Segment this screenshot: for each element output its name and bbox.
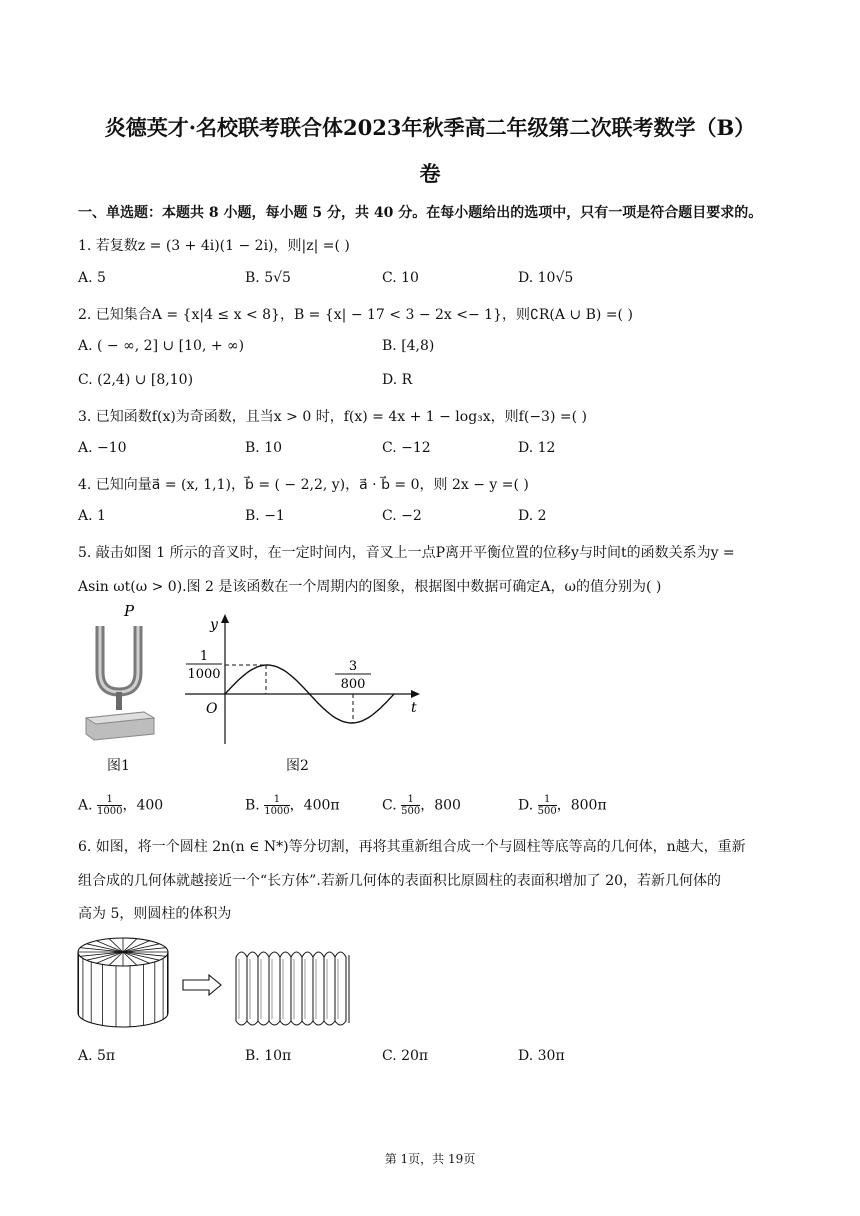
rearranged-piece [280, 952, 291, 1025]
fork-prongs [100, 626, 138, 692]
q5-option-c [382, 794, 461, 817]
q2-option-c: C. (2,4) ∪ [8,10) [78, 372, 194, 388]
q2-option-b: B. [4,8) [382, 338, 435, 354]
figure-2-caption: 图2 [286, 758, 309, 774]
time-numerator: 3 [348, 659, 358, 674]
q1-option-d: D. 10√5 [518, 270, 574, 286]
y-axis-arrow [221, 614, 229, 623]
page-title: 炎德英才·名校联考联合体2023年秋季高二年级第二次联考数学（B） [104, 115, 756, 140]
amplitude-numerator: 1 [199, 649, 209, 664]
cylinder-transformation-figure [76, 935, 366, 1035]
time-denominator: 800 [340, 677, 366, 692]
question-2-stem: 2. 已知集合A = {x|4 ≤ x < 8}，B = {x| − 17 < 3 − 2x <− 1}，则∁R(A ∪ B) =( ) [78, 307, 633, 323]
q3-option-a: A. −10 [78, 440, 127, 456]
t-axis-label: t [411, 700, 417, 716]
q5-option-a-fraction [97, 794, 122, 817]
q5-option-b-letter: B. [245, 797, 265, 814]
q4-option-b: B. −1 [245, 508, 285, 524]
point-p-label: P [124, 602, 135, 620]
q6-option-c: C. 20π [382, 1048, 429, 1064]
q5-option-a [78, 794, 163, 817]
t-axis-arrow [411, 690, 420, 698]
question-6-stem-line3: 高为 5，则圆柱的体积为 [78, 906, 232, 922]
rearranged-piece [258, 952, 269, 1025]
q5-option-d-value: ，800π [556, 797, 607, 814]
question-1-stem: 1. 若复数z = (3 + 4i)(1 − 2i)，则|z| =( ) [78, 238, 350, 254]
sector-line [80, 948, 123, 952]
arrow-icon [183, 975, 221, 995]
q5-option-d [518, 794, 607, 817]
question-6-stem-line1: 6. 如图，将一个圆柱 2n(n ∈ N*)等分切割，再将其重新组合成一个与圆柱等底等高的几何体，n越大，重新 [78, 839, 746, 855]
q5-option-b [245, 794, 340, 817]
sector-line [123, 952, 137, 965]
figure-1-caption: 图1 [107, 758, 130, 774]
question-5-stem-line1: 5. 敲击如图 1 所示的音叉时，在一定时间内，音叉上一点P离开平衡位置的位移y与时间t的函数关系为y = [78, 545, 735, 561]
origin-label: O [206, 701, 218, 717]
question-5-stem-line2: Asin ωt(ω > 0).图 2 是该函数在一个周期内的图象，根据图中数据可确定A，ω的值分别为( ) [78, 579, 662, 595]
sector-line [123, 952, 159, 960]
sector-line [123, 944, 159, 952]
sector-line [109, 952, 123, 965]
fork-stem [116, 692, 122, 710]
page-title-continued: 卷 [419, 161, 441, 186]
q5-option-c-value: ，800 [420, 797, 461, 814]
sector-line [87, 952, 123, 960]
q5-option-b-den: 1000 [264, 806, 290, 817]
rearranged-solid [236, 952, 349, 1025]
section-header: 一、单选题：本题共 8 小题，每小题 5 分，共 40 分。在每小题给出的选项中，只有一项是符合题目要求的。 [78, 205, 763, 221]
q1-option-c: C. 10 [382, 270, 419, 286]
q5-option-d-den: 500 [537, 806, 557, 817]
sector-line [80, 952, 123, 956]
rearranged-piece [335, 952, 346, 1025]
q5-option-a-letter: A. [78, 797, 98, 814]
q5-option-c-num: 1 [401, 794, 420, 806]
q5-option-d-num: 1 [538, 794, 557, 806]
q5-option-b-value: ，400π [289, 797, 340, 814]
rearranged-piece [247, 952, 258, 1025]
question-6-stem-line2: 组合成的几何体就越接近一个“长方体”.若新几何体的表面积比原圆柱的表面积增加了 20，若新几何体的 [78, 873, 722, 889]
q1-option-b: B. 5√5 [245, 270, 291, 286]
q5-option-a-value: ，400 [122, 797, 164, 814]
rearranged-piece [269, 952, 280, 1025]
amplitude-denominator: 1000 [187, 667, 221, 682]
question-3-stem: 3. 已知函数f(x)为奇函数，且当x > 0 时，f(x) = 4x + 1 − log₃x，则f(−3) =( ) [78, 409, 587, 425]
rearranged-piece [302, 952, 313, 1025]
q3-option-b: B. 10 [245, 440, 283, 456]
q5-option-d-letter: D. [518, 797, 538, 814]
q1-option-a: A. 5 [78, 270, 106, 286]
question-4-stem: 4. 已知向量a⃗ = (x, 1,1)，b⃗ = ( − 2,2, y)，a⃗ · b⃗ = 0，则 2x − y =( ) [78, 477, 529, 493]
rearranged-piece [313, 952, 324, 1025]
q2-option-a: A. ( − ∞, 2] ∪ [10, + ∞) [78, 338, 245, 354]
q4-option-c: C. −2 [382, 508, 422, 524]
q3-option-d: D. 12 [518, 440, 556, 456]
y-axis-label: y [210, 617, 218, 633]
q4-option-d: D. 2 [518, 508, 547, 524]
sine-graph-figure [180, 612, 430, 747]
q5-option-a-num: 1 [97, 794, 122, 806]
q6-option-a: A. 5π [78, 1048, 116, 1064]
q5-option-c-den: 500 [401, 806, 421, 817]
q5-option-b-num: 1 [264, 794, 289, 806]
q5-option-c-fraction [401, 794, 420, 817]
sector-line [109, 939, 123, 952]
page-footer: 第 1页，共 19页 [384, 1152, 476, 1166]
q5-option-d-fraction [538, 794, 557, 817]
tuning-fork-figure [74, 600, 164, 745]
sector-line [123, 948, 166, 952]
q5-option-c-letter: C. [382, 797, 402, 814]
q5-option-a-den: 1000 [97, 806, 123, 817]
rearranged-piece [324, 952, 335, 1025]
rearranged-piece [291, 952, 302, 1025]
q6-option-d: D. 30π [518, 1048, 565, 1064]
sector-line [87, 944, 123, 952]
sector-line [123, 939, 137, 952]
q3-option-c: C. −12 [382, 440, 431, 456]
sector-line [123, 952, 166, 956]
q6-option-b: B. 10π [245, 1048, 292, 1064]
rearranged-piece [236, 952, 247, 1025]
q2-option-d: D. R [382, 372, 413, 388]
q4-option-a: A. 1 [78, 508, 106, 524]
q5-option-b-fraction [264, 794, 289, 817]
